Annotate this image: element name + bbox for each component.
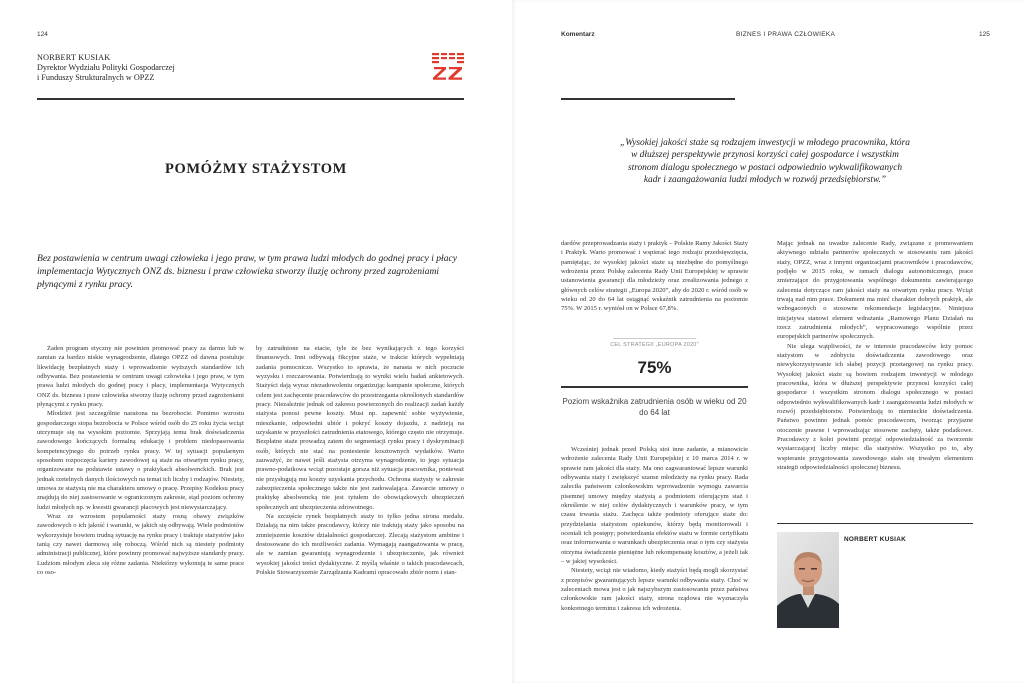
paragraph: Wraz ze wzrostem popularności staży rosną obawy związków zawodowych o ich jakość i warunki, w jakich się odbywają. Wiele podmiotów wykorzystuje bowiem trudną sytuację na rynku pracy i traktuje stażystów jako tanią czy nawet darmową siłę roboczą. Wśród nich są niestety podmioty administracji publicznej, które powinny promować najwyższe standardy pracy. Ludziom młodym zleca się różne zadania. Niektórzy wykonują te same prace co oso-: [37, 512, 245, 576]
stat-top-rule: [613, 338, 696, 339]
stat-rule: [561, 386, 748, 388]
paragraph: dardów przeprowadzania staży i praktyk – Polskie Ramy Jakości Staży i Praktyk. Warto promować i wspierać tego rodzaju przedsięwzięcia, pamiętając, że wysokiej jakości staże są niezbędne do pomyślnego wdrożenia przez Polskę zalecenia Rady Unii Europejskiej w sprawie ustanowienia gwarancji dla młodzieży oraz zrealizowania jednego z głównych celów strategii „Europa 2020”, aby do 2020 r. wśród osób w wieku od 20 do 64 lat osiągnąć wskaźnik zatrudnienia na poziomie 75%. W 2015 r. wyniósł on w Polsce 67,8%.: [561, 240, 748, 313]
author-block: [37, 53, 175, 84]
left-column-2: [256, 344, 464, 577]
stat-box: [561, 338, 748, 418]
header-section: Komentarz: [561, 31, 595, 38]
author-photo: [777, 532, 839, 628]
right-column-1: [561, 239, 748, 314]
header-rule-right: [561, 98, 735, 100]
paragraph: Nie ulega wątpliwości, że w interesie pracodawców leży pomoc stażystom w zdobyciu doświadczenia zawodowego oraz niewykorzystywanie ich słabej pozycji przetargowej na rynku pracy. Wysokiej jakości staże są bowiem rodzajem inwestycji w młodego pracownika, która w dłuższej perspektywie przynosi korzyści całej gospodarce i wszystkim stronom dialogu społecznego w postaci odpowiednio wykwalifikowanych kadr i zaangażowania ludzi młodych w rozwój przedsiębiorstw. Potwierdzają to niemieckie doświadczenia. Państwo powinno jednak pomóc pracodawcom, tworząc przyjazne otoczenie prawne i wprowadzając stosowne zachęty, także podatkowe. Pracodawcy z kolei powinni przejąć odpowiedzialność za tworzenie wystarczającej liczby miejsc dla stażystów. Wszystko po to, aby wspieranie przygotowania zawodowego stało się trwałym elementem strategii odpowiedzialności społecznej biznesu.: [777, 342, 973, 471]
stat-label: CEL STRATEGII „EUROPA 2020”: [610, 342, 699, 348]
page-number-left: 124: [37, 31, 48, 38]
bio-author-name: NORBERT KUSIAK: [844, 536, 907, 543]
header-category: BIZNES I PRAWA CZŁOWIEKA: [736, 31, 836, 38]
article-lead: Bez postawienia w centrum uwagi człowieka i jego praw, w tym prawa ludzi młodych do godnej pracy i płacy implementacja Wytycznych ONZ ds. biznesu i praw człowieka stworzy iluzję ochrony przed zagrożeniami płynącymi z rynku pracy.: [37, 253, 458, 290]
paragraph: Żaden program etyczny nie powinien promować pracy za darmo lub w zamian za bardzo niskie wynagrodzenie, dlatego OPZZ od dawna postuluje likwidację bezpłatnych staży i wprowadzenie wyższych standardów ich odbywania. Bez postawienia w centrum uwagi człowieka i jego praw, w tym prawa ludzi młodych do godnej pracy i płacy, implementacja Wytycznych ONZ ds. biznesu i praw człowieka stworzy iluzję ochrony przed zagrożeniami płynącymi z rynku pracy.: [37, 345, 244, 408]
paragraph: Wcześniej jednak przed Polską stoi inne zadanie, a mianowicie wdrożenie zalecenia Rady Unii Europejskiej z 10 marca 2014 r. w sprawie ram jakości dla staży. Ma ono zagwarantować lepsze warunki odbywania staży i zwiększyć szanse młodzieży na rynku pracy. Rada zaleciła państwom członkowskim wprowadzenie wymogu zawarcia pisemnej umowy między stażystą a podmiotem oferującym staż i określenie w niej celów dydaktycznych i warunków pracy, w tym czasu trwania stażu. Zachęca także podmioty oferujące staże do: przydzielania stażystom opiekunów, którzy będą monitorowali i oceniali ich postępy; potwierdzania efektów stażu w formie certyfikatu oraz informowania o warunkach ubezpieczenia oraz o tym czy stażysta otrzyma świadczenie pieniężne lub rekompensatę kosztów, a jeżeli tak – w jakiej wysokości.: [561, 446, 748, 565]
stat-value: 75%: [637, 358, 672, 377]
paragraph: Niestety, wciąż nie wiadomo, kiedy stażyści będą mogli skorzystać z przepisów gwarantujących lepsze warunki odbywania staży. Choć w zaleceniach mowa jest o jak najszybszym zastosowaniu przez państwa członkowskie ram jakości staży, strona rządowa nie wyznaczyła konkretnego terminu i zakresu ich wdrożenia.: [561, 567, 748, 612]
opzz-logo: [432, 53, 464, 80]
right-column-1b: [561, 445, 748, 613]
right-column-2: [777, 239, 973, 472]
article-title: POMÓŻMY STAŻYSTOM: [165, 161, 347, 177]
author-role-line-1: Dyrektor Wydziału Polityki Gospodarczej: [37, 63, 175, 73]
author-role-line-2: i Funduszy Strukturalnych w OPZZ: [37, 73, 155, 83]
paragraph: Mając jednak na uwadze zalecenie Rady, związane z promowaniem aktywnego udziału partnerów społecznych w stosowaniu ram jakości staży, OPZZ, wraz z innymi organizacjami pracowników i pracodawców, podjęło w 2015 roku, w ramach dialogu autonomicznego, prace zmierzające do przygotowania wspólnego dokumentu zawierającego zalecenia dotyczące ram jakości staży na otwartym rynku pracy. Wciąż trwają nad nim prace. Dokument ma mieć charakter dobrych praktyk, ale wzbogaconych o stosowne rekomendacje legislacyjne. Niniejsza inicjatywa stanowi element wdrażania „Ramowego Planu Działań na rzecz zatrudnienia młodych”, wypracowanego wspólnie przez europejskich partnerów społecznych.: [777, 240, 973, 341]
left-column-1: [37, 344, 244, 577]
stat-caption: Poziom wskaźnika zatrudnienia osób w wieku od 20 do 64 lat: [562, 397, 747, 417]
paragraph: by zatrudnione na etacie, tyle że bez wynikających z tego korzyści finansowych. Inni odbywają fikcyjne staże, w trakcie których wypełniają zadania pomocnicze. Wszystko to sprawia, że narasta w nich poczucie wyzysku i rozczarowania. Potwierdzają to wyniki wielu badań ankietowych. Stażyści dają wyraz niezadowoleniu organizując kampanie społeczne, których celem jest zachęcenie pracodawców do przestrzegania określonych standardów pracy. Niezależnie jednak od zakresu powierzonych do realizacji zadań każdy stażysta ponosi pewne koszty. Musi np. zapewnić sobie wyżywienie, mieszkanie, odpowiedni ubiór i pokryć koszty dojazdu, z nadzieją na uzyskanie w przyszłości zatrudnienia etatowego, którego często nie otrzymuje. Bezpłatne staże prowadzą zatem do segmentacji rynku pracy i dyskryminacji osób, których nie stać na poniesienie kosztownych wydatków. Warto zauważyć, że nawet jeśli stażysta otrzyma wynagrodzenie, to jego sytuacja prawno-podatkowa wciąż pozostaje gorsza niż sytuacja pracownika, ponieważ nie przysługują mu koszty uzyskania przychodu. Ochrona stażysty w zakresie zabezpieczenia społecznego także nie jest zadowalająca. Zawarcie umowy o praktykę absolwencką nie jest tytułem do obowiązkowych ubezpieczeń społecznych ani ubezpieczenia zdrowotnego.: [256, 345, 464, 511]
right-page: [512, 0, 1024, 683]
author-name: NORBERT KUSIAK: [37, 53, 111, 62]
header-rule: [37, 98, 464, 100]
paragraph: Na szczęście rynek bezpłatnych staży to tylko jedna strona medalu. Działają na nim także pracodawcy, którzy nie traktują staży jako sposobu na zmniejszenie kosztów działalności gospodarczej. Zlecają stażystom ambitne i dostosowane do ich możliwości zadania. Wymagają zaangażowania w pracę, ale w zamian gwarantują wynagrodzenie i ubezpieczenie, jak również wysokiej jakości treści dydaktyczne. Z myślą właśnie o takich pracodawcach, Polskie Stowarzyszenie Zarządzania Kadrami opracowało zbiór norm i stan-: [256, 512, 464, 576]
bio-rule: [777, 523, 973, 524]
paragraph: Młodzież jest szczególnie narażona na bezrobocie. Pomimo wzrostu gospodarczego stopa bezrobocia w Polsce wśród osób do 25 roku życia wciąż utrzymuje się na wysokim poziomie. Sprzyjają temu brak doświadczenia zawodowego kończących formalną edukację i problem niedopasowania kompetencyjnego do potrzeb rynku pracy. W tej sytuacji popularnym sposobem rozpoczęcia kariery zawodowej są staże na otwartym rynku pracy, organizowane na podstawie ustawy o praktykach absolwenckich. Brak jest jednak rzetelnych danych ilościowych na temat ich liczby i rodzajów. Niestety, umowa ze stażystą nie ma charakteru umowy o pracę. Przepisy Kodeksu pracy znajdują do niej zastosowanie w ograniczonym zakresie, stąd poziom ochrony ludzi młodych np. w kwestii gwarancji płacowych jest niewystarczający.: [37, 410, 244, 511]
page-number-right: 125: [979, 31, 990, 38]
pull-quote: „Wysokiej jakości staże są rodzajem inwestycji w młodego pracownika, która w dłuższej perspektywie przynosi korzyści całej gospodarce i wszystkim stronom dialogu społecznego w postaci odpowiednio wykwalifikowanych kadr i zaangażowania ludzi młodych w rozwój przedsiębiorstw.”: [620, 138, 910, 186]
